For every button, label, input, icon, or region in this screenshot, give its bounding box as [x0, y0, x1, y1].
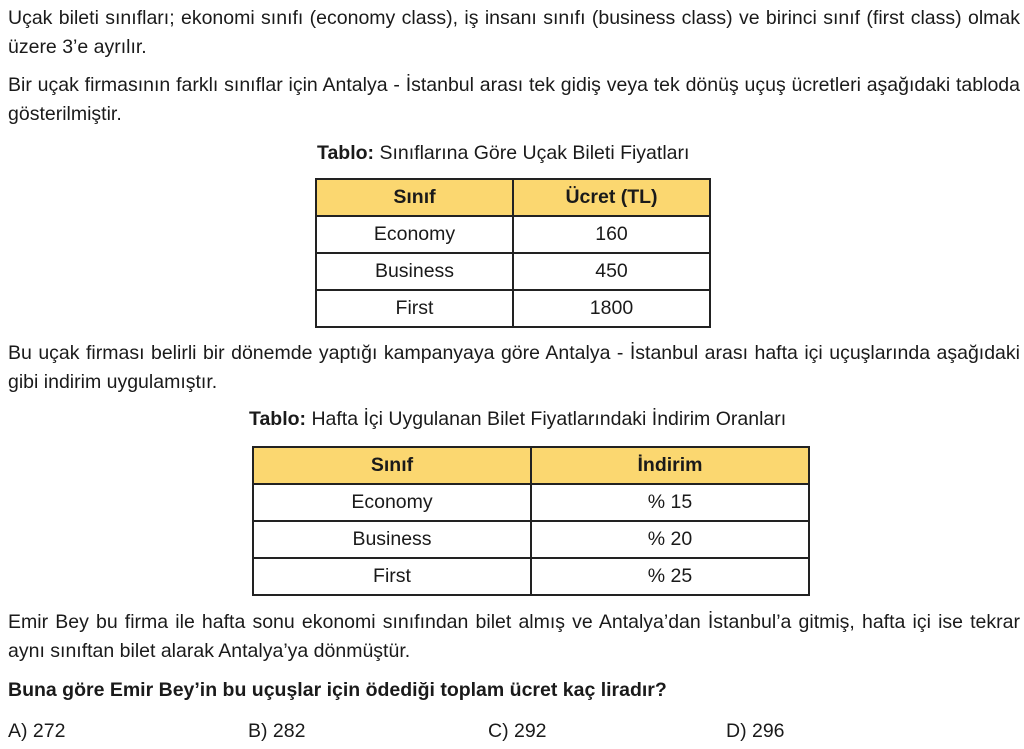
table-cell: % 20 — [531, 521, 809, 558]
table-cell: 1800 — [513, 290, 710, 327]
discount-rate-table — [252, 446, 810, 596]
table-row — [316, 216, 710, 253]
table-row — [316, 253, 710, 290]
table1-caption — [317, 141, 689, 165]
table-row — [253, 484, 809, 521]
column-header-price: Ücret (TL) — [513, 179, 710, 216]
table-header-row — [253, 447, 809, 484]
scenario-paragraph: Emir Bey bu firma ile hafta sonu ekonomi sınıfından bilet almış ve Antalya’dan İstanbul’a gitmiş, hafta içi ise tekrar aynı sınıftan bilet alarak Antalya’ya dönmüştür. — [8, 611, 1020, 662]
table-cell: First — [316, 290, 513, 327]
answer-options — [8, 720, 1018, 748]
table-cell: Business — [253, 521, 531, 558]
table-cell: Business — [316, 253, 513, 290]
column-header-class: Sınıf — [316, 179, 513, 216]
column-header-discount: İndirim — [531, 447, 809, 484]
table-intro-paragraph: Bir uçak firmasının farklı sınıflar için Antalya - İstanbul arası tek gidiş veya tek dönüş uçuş ücretleri aşağıdaki tabloda gösterilmiştir. — [8, 74, 1020, 125]
table-row — [253, 558, 809, 595]
column-header-class: Sınıf — [253, 447, 531, 484]
table-cell: Economy — [253, 484, 531, 521]
table1-caption-text: Sınıflarına Göre Uçak Bileti Fiyatları — [374, 142, 690, 164]
option-b[interactable]: B) 282 — [248, 720, 306, 742]
table-cell: 450 — [513, 253, 710, 290]
intro-paragraph: Uçak bileti sınıfları; ekonomi sınıfı (economy class), iş insanı sınıfı (business class) ve birinci sınıf (first class) olmak üzere 3’e ayrılır. — [8, 7, 1020, 58]
table-row — [316, 290, 710, 327]
table2-caption-text: Hafta İçi Uygulanan Bilet Fiyatlarındaki İndirim Oranları — [306, 408, 787, 430]
option-a[interactable]: A) 272 — [8, 720, 66, 742]
table-cell: % 15 — [531, 484, 809, 521]
ticket-price-table — [315, 178, 711, 328]
question-text: Buna göre Emir Bey’in bu uçuşlar için ödediği toplam ücret kaç liradır? — [8, 679, 667, 701]
table-cell: % 25 — [531, 558, 809, 595]
table-cell: 160 — [513, 216, 710, 253]
option-c[interactable]: C) 292 — [488, 720, 547, 742]
discount-intro-paragraph: Bu uçak firması belirli bir dönemde yaptığı kampanyaya göre Antalya - İstanbul arası hafta içi uçuşlarında aşağıdaki gibi indirim uygulamıştır. — [8, 342, 1020, 393]
table2-caption — [249, 407, 786, 431]
option-d[interactable]: D) 296 — [726, 720, 785, 742]
table-cell: First — [253, 558, 531, 595]
table-cell: Economy — [316, 216, 513, 253]
table1-caption-prefix: Tablo: — [317, 142, 375, 164]
table2-caption-prefix: Tablo: — [249, 408, 307, 430]
table-row — [253, 521, 809, 558]
table-header-row — [316, 179, 710, 216]
